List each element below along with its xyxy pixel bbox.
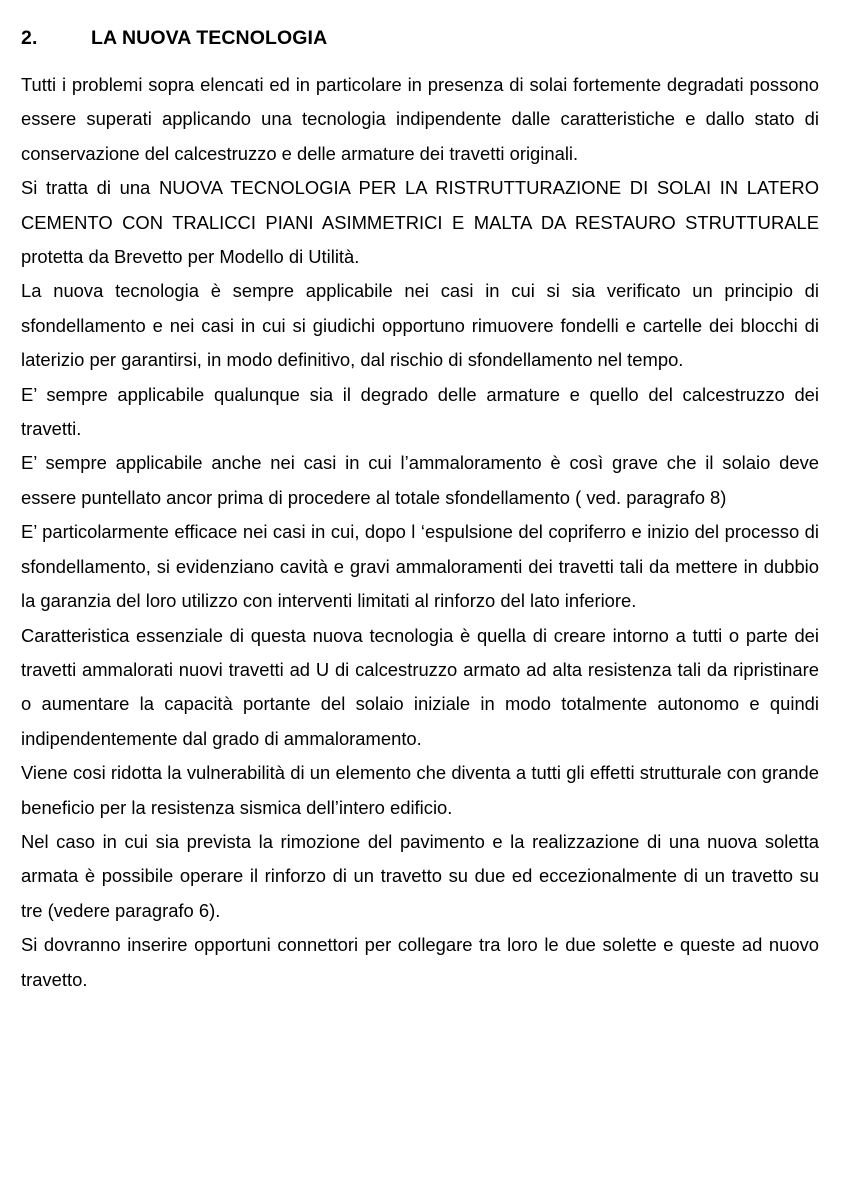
- paragraph: Caratteristica essenziale di questa nuova tecnologia è quella di creare intorno a tutti o parte dei travetti ammalorati nuovi travetti ad U di calcestruzzo armato ad alta resistenza tali da ripristinare o aumentare la capacità portante del solaio iniziale in modo totalmente autonomo e quindi indipendentemente dal grado di ammaloramento.: [21, 624, 819, 749]
- paragraph: Viene cosi ridotta la vulnerabilità di un elemento che diventa a tutti gli effetti strutturale con grande beneficio per la resistenza sismica dell’intero edificio.: [21, 762, 819, 818]
- paragraph: E’ particolarmente efficace nei casi in cui, dopo l ‘espulsione del copriferro e inizio del processo di sfondellamento, si evidenziano cavità e gravi ammaloramenti dei travetti tali da mettere in dubbio la garanzia del loro utilizzo con interventi limitati al rinforzo del lato inferiore.: [21, 521, 819, 612]
- paragraph: Si tratta di una NUOVA TECNOLOGIA PER LA RISTRUTTURAZIONE DI SOLAI IN LATERO CEMENTO CON TRALICCI PIANI ASIMMETRICI E MALTA DA RESTAURO STRUTTURALE protetta da Brevetto per Modello di Utilità.: [21, 177, 819, 268]
- section-body: [21, 68, 819, 997]
- paragraph: La nuova tecnologia è sempre applicabile nei casi in cui si sia verificato un principio di sfondellamento e nei casi in cui si giudichi opportuno rimuovere fondelli e cartelle dei blocchi di laterizio per garantirsi, in modo definitivo, dal rischio di sfondellamento nel tempo.: [21, 280, 819, 371]
- section-heading: [21, 22, 819, 54]
- paragraph: Nel caso in cui sia prevista la rimozione del pavimento e la realizzazione di una nuova soletta armata è possibile operare il rinforzo di un travetto su due ed eccezionalmente di un travetto su tre (vedere paragrafo 6).: [21, 830, 819, 921]
- paragraph: E’ sempre applicabile qualunque sia il degrado delle armature e quello del calcestruzzo dei travetti.: [21, 383, 819, 440]
- document-page: [21, 0, 819, 997]
- paragraph: Si dovranno inserire opportuni connettori per collegare tra loro le due solette e queste ad nuovo travetto.: [21, 934, 819, 990]
- paragraph: Tutti i problemi sopra elencati ed in particolare in presenza di solai fortemente degradati possono essere superati applicando una tecnologia indipendente dalle caratteristiche e dallo stato di conservazione del calcestruzzo e delle armature dei travetti originali.: [21, 74, 819, 164]
- section-number: 2.: [21, 26, 38, 49]
- paragraph: E’ sempre applicabile anche nei casi in cui l’ammaloramento è così grave che il solaio deve essere puntellato ancor prima di procedere al totale sfondellamento ( ved. paragrafo 8): [21, 452, 819, 508]
- section-title: LA NUOVA TECNOLOGIA: [91, 26, 328, 49]
